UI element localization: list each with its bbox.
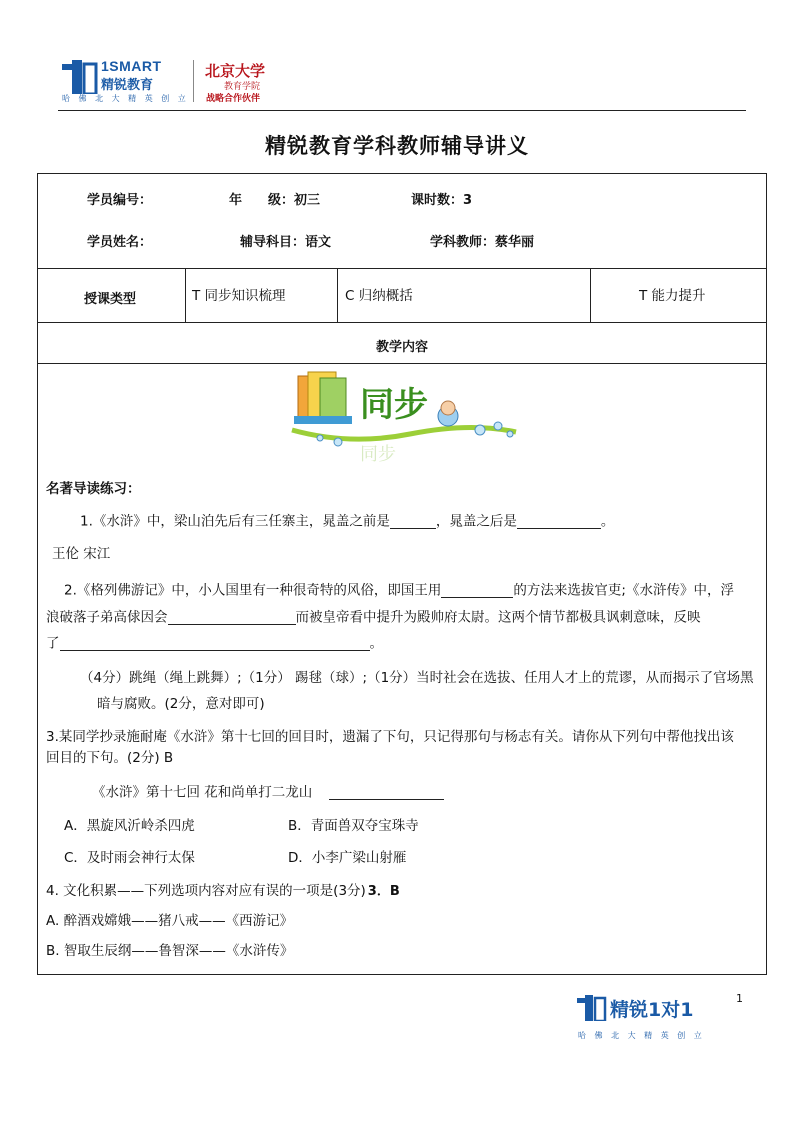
question-text: 《水浒》第十七回 花和尚单打二龙山 bbox=[92, 784, 313, 801]
question-4 bbox=[46, 885, 400, 899]
question-2-answer-cont: 暗与腐败。(2分，意对即可) bbox=[97, 696, 265, 712]
banner-reflection: 同步 bbox=[360, 444, 396, 463]
question-1-answer: 王伦 宋江 bbox=[52, 546, 111, 562]
student-id-label: 学员编号： bbox=[87, 193, 153, 208]
option-a: A．黑旋风沂岭杀四虎 bbox=[64, 818, 195, 834]
lesson-type-option-ability: T 能力提升 bbox=[639, 288, 706, 304]
table-divider bbox=[37, 268, 767, 269]
question-2-answer: （4分）跳绳（绳上跳舞）;（1分） 踢毬（球）;（1分）当时社会在选拔、任用人才上的荒谬，从而揭示了官场黑 bbox=[80, 670, 754, 686]
question-text: 而被皇帝看中提升为殿帅府太尉。这两个情节都极具讽刺意味，反映 bbox=[295, 609, 701, 626]
document-title: 精锐教育学科教师辅导讲义 bbox=[265, 134, 529, 158]
section-title: 名著导读练习： bbox=[46, 481, 141, 497]
footer-brand: 精锐1对1 bbox=[610, 999, 694, 1021]
option-b: B．青面兽双夺宝珠寺 bbox=[288, 818, 419, 834]
smart-logo-icon bbox=[62, 60, 98, 94]
answer-blank bbox=[60, 637, 370, 651]
option-c: C．及时雨会神行太保 bbox=[64, 850, 195, 866]
question-text: 。 bbox=[600, 513, 615, 530]
table-divider bbox=[337, 268, 338, 322]
question-2 bbox=[64, 584, 734, 598]
table-divider bbox=[590, 268, 591, 322]
logo-brand-cn: 精锐教育 bbox=[101, 78, 154, 93]
question-text: 浪破落子弟高俅因会 bbox=[46, 609, 168, 626]
logo-brand-en: 1SMART bbox=[101, 58, 162, 74]
lesson-type-label: 授课类型 bbox=[84, 292, 137, 307]
footer-slogan: 哈 佛 北 大 精 英 创 立 bbox=[578, 1031, 705, 1040]
question-2-line-3 bbox=[46, 637, 383, 651]
answer-blank bbox=[517, 515, 601, 529]
partner-name: 北京大学 bbox=[205, 62, 266, 80]
answer-blank bbox=[441, 584, 513, 598]
subject-label: 辅导科目：语文 bbox=[240, 235, 332, 250]
hours-label: 课时数：3 bbox=[411, 193, 473, 208]
question-text: 1.《水浒》中，梁山泊先后有三任寨主，晁盖之前是 bbox=[80, 513, 390, 530]
question-text: 2.《格列佛游记》中，小人国里有一种很奇特的风俗，即国王用 bbox=[64, 582, 442, 599]
question-text: ，晁盖之后是 bbox=[435, 513, 517, 530]
question-text: 的方法来选拔官吏;《水浒传》中，浮 bbox=[513, 582, 734, 599]
question-1 bbox=[80, 515, 614, 529]
question-text: 了 bbox=[46, 635, 60, 652]
logo-divider bbox=[193, 60, 194, 102]
teacher-label: 学科教师：蔡华丽 bbox=[430, 235, 535, 250]
banner-title: 同步 bbox=[360, 385, 428, 425]
answer-blank bbox=[168, 611, 296, 625]
question-4-option-b: B. 智取生辰纲——鲁智深——《水浒传》 bbox=[46, 943, 294, 959]
lesson-type-option-sync: T 同步知识梳理 bbox=[192, 288, 286, 304]
table-divider bbox=[37, 363, 767, 364]
question-4-answer: 3．B bbox=[367, 884, 400, 899]
question-text: 。 bbox=[369, 635, 383, 652]
question-text: 4. 文化积累——下列选项内容对应有误的一项是(3分) bbox=[46, 883, 366, 899]
partner-relation: 战略合作伙伴 bbox=[206, 94, 261, 104]
footer-logo-icon bbox=[577, 995, 607, 1021]
answer-blank bbox=[329, 786, 444, 800]
logo-slogan: 哈 佛 北 大 精 英 创 立 bbox=[62, 94, 189, 103]
content-header: 教学内容 bbox=[375, 340, 428, 355]
option-d: D．小李广梁山射雁 bbox=[288, 850, 407, 866]
question-4-option-a: A. 醉酒戏嫦娥——猪八戒——《西游记》 bbox=[46, 913, 294, 929]
question-3-stem bbox=[92, 786, 444, 800]
student-name-label: 学员姓名： bbox=[87, 235, 153, 250]
table-divider bbox=[37, 322, 767, 323]
question-2-line-2 bbox=[46, 611, 701, 625]
table-divider bbox=[185, 268, 186, 322]
header-rule bbox=[58, 110, 746, 111]
question-3-line-2: 回目的下句。(2分) B bbox=[46, 750, 174, 766]
partner-school: 教育学院 bbox=[224, 82, 261, 92]
answer-blank bbox=[390, 515, 436, 529]
question-3: 3.某同学抄录施耐庵《水浒》第十七回的回目时，遗漏了下句，只记得那句与杨志有关。请你从下列句中帮他找出该 bbox=[46, 729, 734, 745]
lesson-type-option-summary: C 归纳概括 bbox=[345, 288, 413, 304]
page-number: 1 bbox=[736, 992, 743, 1005]
sync-banner-image bbox=[290, 368, 520, 463]
grade-label: 年 级：初三 bbox=[229, 193, 321, 208]
